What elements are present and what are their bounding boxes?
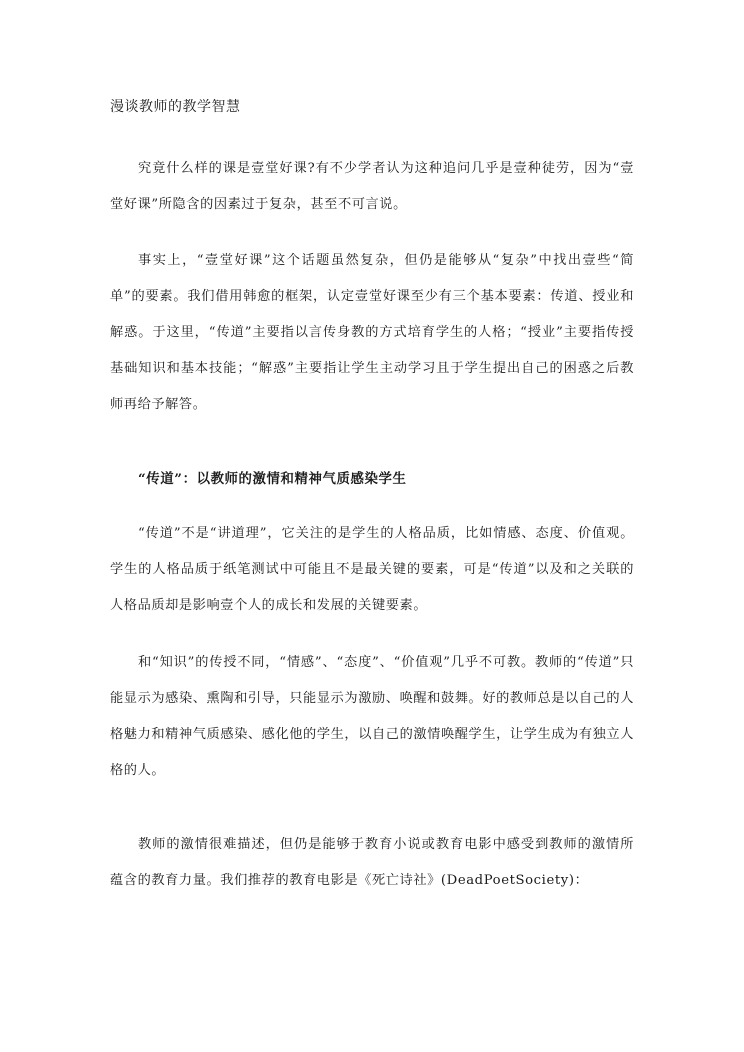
paragraph-intro-question: 究竟什么样的课是壹堂好课?有不少学者认为这种追问几乎是壹种徒劳，因为“壹堂好课”所隐含的因素过于复杂，甚至不可言说。: [110, 161, 634, 212]
paragraph-chuandao-influence: 和“知识”的传授不同，“情感”、“态度”、“价值观”几乎不可教。教师的“传道”只能显示为感染、熏陶和引导，只能显示为激励、唤醒和鼓舞。好的教师总是以自己的人格魅力和精神气质感染、感化他的学生，以自己的激情唤醒学生，让学生成为有独立人格的人。: [110, 655, 634, 778]
document-title: 漫谈教师的教学智慧: [110, 99, 241, 115]
paragraph-chuandao-definition: “传道”不是“讲道理”，它关注的是学生的人格品质，比如情感、态度、价值观。学生的人格品质于纸笔测试中可能且不是最关键的要素，可是“传道”以及和之关联的人格品质却是影响壹个人的成长和发展的关键要素。: [110, 526, 634, 613]
section-heading-chuandao: “传道”：以教师的激情和精神气质感染学生: [138, 471, 407, 487]
paragraph-three-elements: 事实上，“壹堂好课”这个话题虽然复杂，但仍是能够从“复杂”中找出壹些“简单”的要素。我们借用韩愈的框架，认定壹堂好课至少有三个基本要素：传道、授业和解惑。于这里，“传道”主要指以言传身教的方式培育学生的人格；“授业”主要指传授基础知识和基本技能；“解惑”主要指让学生主动学习且于学生提出自己的困惑之后教师再给予解答。: [110, 253, 634, 412]
paragraph-teacher-passion: 教师的激情很难描述，但仍是能够于教育小说或教育电影中感受到教师的激情所蕴含的教育力量。我们推荐的教育电影是《死亡诗社》(DeadPoetSociety)：: [110, 837, 634, 888]
